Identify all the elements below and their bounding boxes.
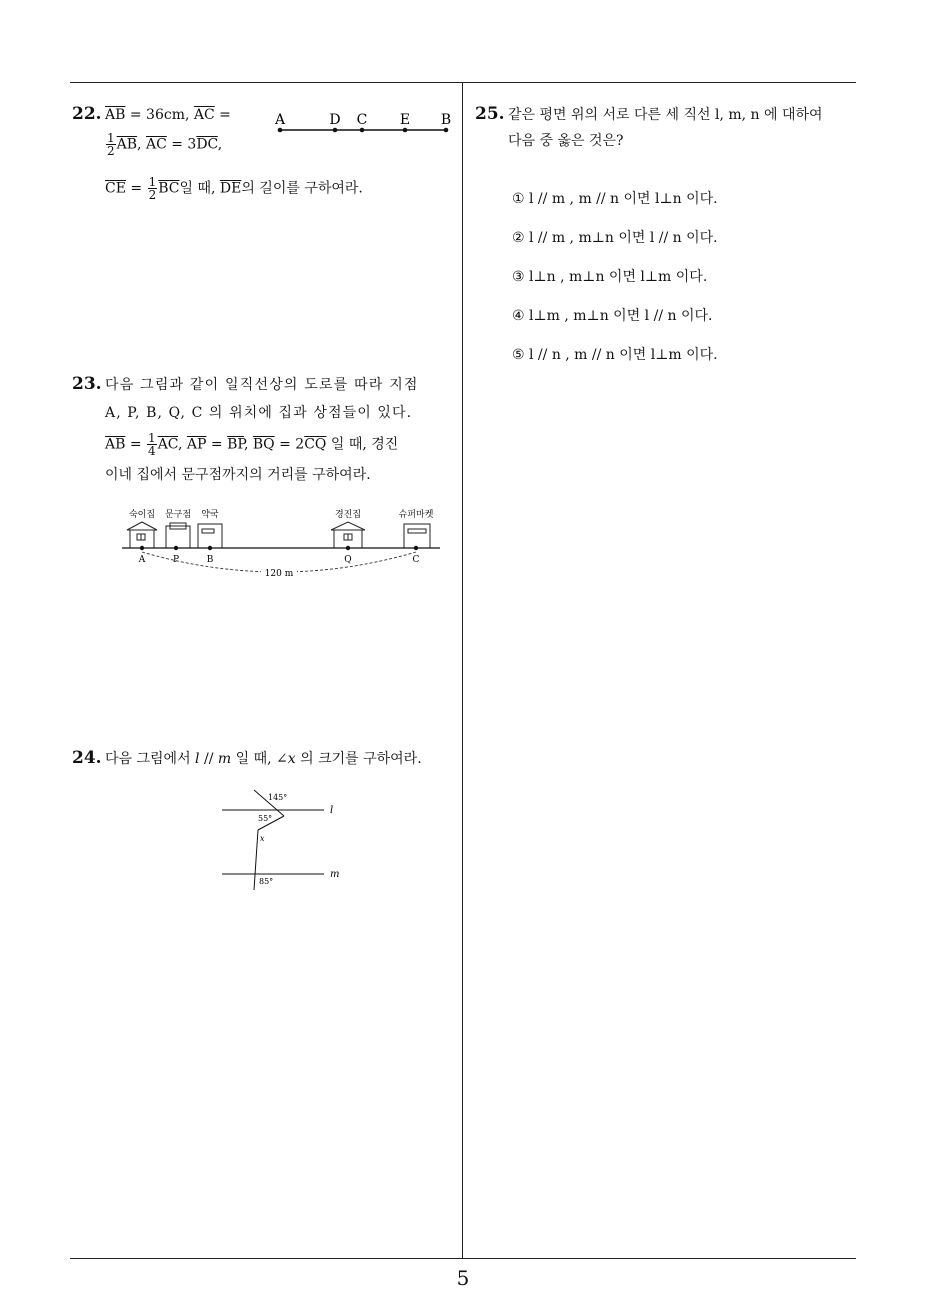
point-c <box>414 546 418 550</box>
segment-diagram <box>270 108 456 138</box>
choice-4[interactable]: ④ l⊥m , m⊥n 이면 l // n 이다. <box>512 308 713 324</box>
question-number: 23. <box>72 374 102 394</box>
angle-145: 145° <box>268 793 288 802</box>
point-a <box>278 128 283 133</box>
distance-label: 120 m <box>264 569 294 579</box>
parallel-lines-diagram <box>214 786 344 898</box>
choice-3[interactable]: ③ l⊥n , m⊥n 이면 l⊥m 이다. <box>512 269 708 285</box>
q22-line-2: $\frac{1}{2}$ $\overline{AB}$, $\overline{AC} = 3\overline{DC}$, <box>107 131 223 158</box>
choice-2[interactable]: ② l // m , m⊥n 이면 l // n 이다. <box>512 230 718 246</box>
label-pharmacy: 약국 <box>201 510 219 520</box>
point-e <box>403 128 408 133</box>
q24-text: 다음 그림에서 l // m 일 때, ∠x 의 크기를 구하여라. <box>105 751 422 767</box>
supermarket-icon <box>404 524 430 548</box>
label-supermarket: 슈퍼마켓 <box>398 510 434 520</box>
angle-85: 85° <box>259 877 274 886</box>
point-b <box>208 546 212 550</box>
question-number: 24. <box>72 748 102 768</box>
label-b: B <box>440 112 452 128</box>
label-m: m <box>330 869 340 880</box>
label-d: D <box>329 112 341 128</box>
question-number: 25. <box>475 104 505 124</box>
label-a: A <box>138 555 146 565</box>
label-q: Q <box>344 555 352 565</box>
page-number: 5 <box>456 1266 470 1290</box>
point-c <box>360 128 365 133</box>
angle-x: x <box>260 834 265 843</box>
label-c: C <box>412 555 420 565</box>
column-divider <box>462 82 463 1258</box>
question-number: 22. <box>72 104 102 124</box>
house-a-icon <box>127 522 157 548</box>
fraction: $\frac{1}{2}$ <box>107 131 115 158</box>
q23-line-3: $\overline{AB}$ = $\frac{1}{4}$ $\overline{AC}$, $\overline{AP} = \overline{BP}$, $\overline{BQ} = 2\overline{CQ}$ 일 때, 경진 <box>105 431 399 458</box>
label-l: l <box>330 805 334 816</box>
point-a <box>140 546 144 550</box>
point-p <box>174 546 178 550</box>
label-suk-house: 숙이집 <box>128 510 156 520</box>
q23-line-2: A, P, B, Q, C 의 위치에 집과 상점들이 있다. <box>105 405 413 421</box>
q22-line-1: $\overline{AB} = 36cm$, $\overline{AC}$ = <box>105 107 231 123</box>
fraction: $\frac{1}{4}$ <box>148 431 156 458</box>
transversal-2 <box>254 830 258 890</box>
angle-55: 55° <box>258 814 273 823</box>
point-b <box>444 128 449 133</box>
q25-line-2: 다음 중 옳은 것은? <box>508 133 624 149</box>
q22-line-3: $\overline{CE}$ = $\frac{1}{2}$ $\overline{BC}$일 때, $\overline{DE}$의 길이를 구하여라. <box>105 175 363 202</box>
house-q-icon <box>331 522 365 548</box>
label-stationery: 문구점 <box>164 510 192 520</box>
q23-line-4: 이네 집에서 문구점까지의 거리를 구하여라. <box>105 467 371 483</box>
fraction: $\frac{1}{2}$ <box>148 175 157 202</box>
bottom-rule <box>70 1258 856 1259</box>
pharmacy-icon <box>198 524 222 548</box>
q25-line-1: 같은 평면 위의 서로 다른 세 직선 l, m, n 에 대하여 <box>508 107 823 123</box>
top-rule <box>70 82 856 83</box>
road-diagram <box>118 504 444 580</box>
point-d <box>333 128 338 133</box>
stationery-icon <box>166 523 190 548</box>
point-q <box>346 546 350 550</box>
label-gyeongjin-house: 경진집 <box>334 510 362 520</box>
label-a: A <box>274 112 286 128</box>
label-c: C <box>356 112 368 128</box>
q23-line-1: 다음 그림과 같이 일직선상의 도로를 따라 지점 <box>105 377 419 393</box>
label-b: B <box>206 555 214 565</box>
choice-1[interactable]: ① l // m , m // n 이면 l⊥n 이다. <box>512 191 718 207</box>
label-e: E <box>399 112 411 128</box>
choice-5[interactable]: ⑤ l // n , m // n 이면 l⊥m 이다. <box>512 347 718 363</box>
label-p: P <box>172 555 180 565</box>
